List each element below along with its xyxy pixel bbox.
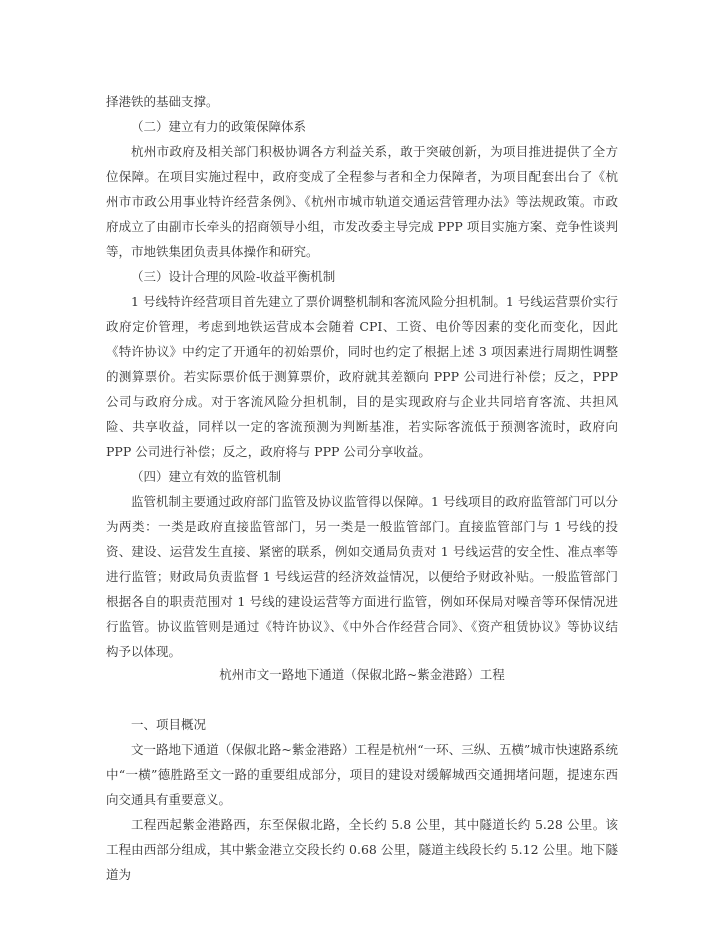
paragraph-policy-guarantee: 杭州市政府及相关部门积极协调各方利益关系，敢于突破创新，为项目推进提供了全方位保障。在项目实施过程中，政府变成了全程参与者和全力保障者，为项目配套出台了《杭州市市政公用事业特许经营条例》、《杭州市城市轨道交通运营管理办法》等法规政策。市政府成立了由副市长牵头的招商领导小组，市发改委主导完成 PPP 项目实施方案、竞争性谈判等，市地铁集团负责具体操作和研究。	[106, 144, 618, 259]
heading-project-overview: 一、项目概况	[131, 717, 207, 732]
section-ppp-mechanisms	[106, 89, 618, 664]
heading-supervision: （四）建立有效的监管机制	[131, 469, 282, 484]
section-title: 杭州市文一路地下通道（保俶北路~紫金港路）工程	[219, 667, 505, 682]
paragraph-scope: 工程西起紫金港路西，东至保俶北路，全长约 5.8 公里，其中隧道长约 5.28 公里。该工程由西部分组成，其中紫金港立交段长约 0.68 公里，隧道主线段长约 5.12 公里。地下隧道为	[106, 817, 618, 882]
paragraph-tail: 择港铁的基础支撑。	[106, 94, 219, 109]
paragraph-overview: 文一路地下通道（保俶北路~紫金港路）工程是杭州“一环、三纵、五横”城市快速路系统中“一横”德胜路至文一路的重要组成部分，项目的建设对缓解城西交通拥堵问题，提速东西向交通具有重要意义。	[106, 742, 618, 807]
heading-policy-guarantee: （二）建立有力的政策保障体系	[131, 119, 307, 134]
section-project-overview	[106, 712, 618, 887]
paragraph-risk-return: 1 号线特许经营项目首先建立了票价调整机制和客流风险分担机制。1 号线运营票价实行政府定价管理，考虑到地铁运营成本会随着 CPI、工资、电价等因素的变化而变化，因此《特许协议》中约定了开通年的初始票价，同时也约定了根据上述 3 项因素进行周期性调整的测算票价。若实际票价低于测算票价，政府就其差额向 PPP 公司进行补偿；反之，PPP 公司与政府分成。对于客流风险分担机制，目的是实现政府与企业共同培育客流、共担风险、共享收益，同样以一定的客流预测为判断基准，若实际客流低于预测客流时，政府向 PPP 公司进行补偿；反之，政府将与 PPP 公司分享收益。	[106, 294, 618, 459]
heading-risk-return: （三）设计合理的风险-收益平衡机制	[131, 269, 336, 284]
paragraph-supervision: 监管机制主要通过政府部门监管及协议监管得以保障。1 号线项目的政府监管部门可以分为两类：一类是政府直接监管部门，另一类是一般监管部门。直接监管部门与 1 号线的投资、建设、运营发生直接、紧密的联系，例如交通局负责对 1 号线运营的安全性、准点率等进行监管；财政局负责监督 1 号线运营的经济效益情况，以便给予财政补贴。一般监管部门根据各自的职责范围对 1 号线的建设运营等方面进行监管，例如环保局对噪音等环保情况进行监管。协议监管则是通过《特许协议》、《中外合作经营合同》、《资产租赁协议》等协议结构予以体现。	[106, 494, 618, 659]
